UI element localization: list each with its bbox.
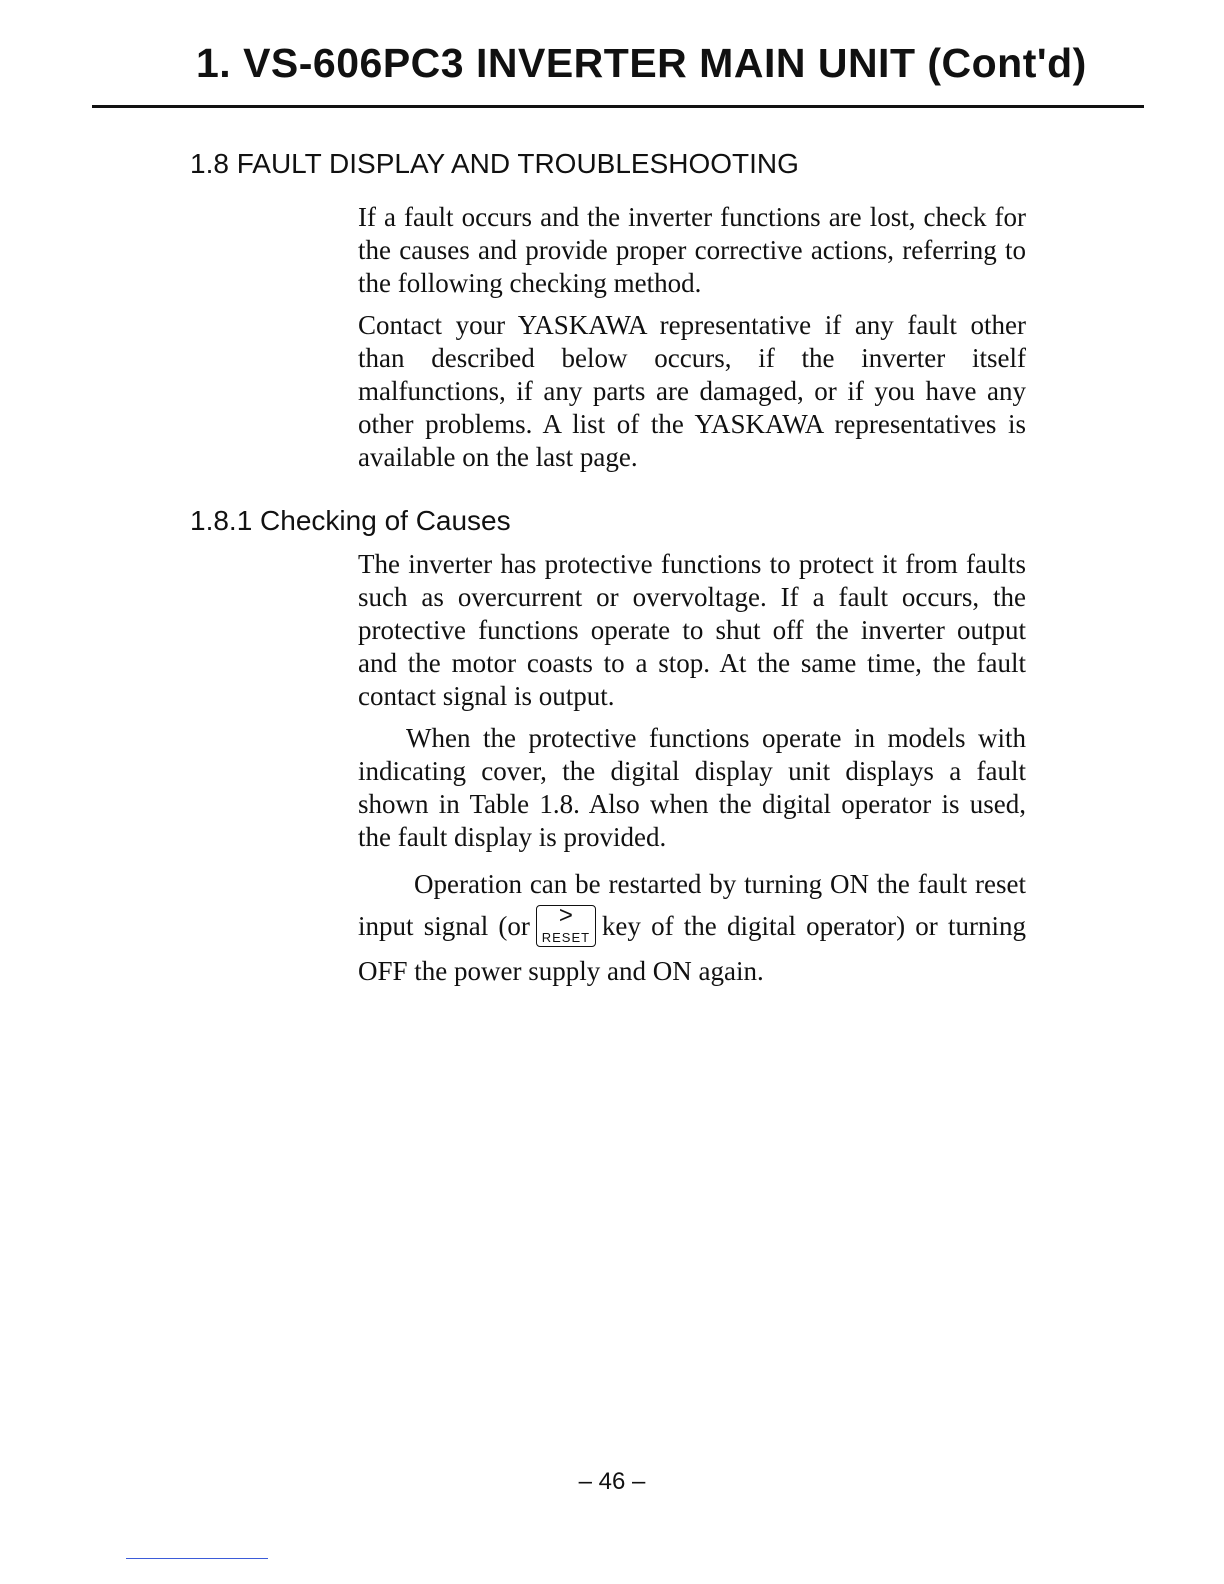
page-title: 1. VS-606PC3 INVERTER MAIN UNIT (Cont'd)	[196, 40, 1087, 86]
restart-paragraph	[358, 863, 1026, 992]
footer-line	[126, 1558, 268, 1559]
section-paragraph-1: If a fault occurs and the inverter functions are lost, check for the causes and provide proper corrective actions, referring to the following checking method.	[358, 202, 1026, 298]
header-divider	[92, 105, 1144, 108]
section-heading: 1.8 FAULT DISPLAY AND TROUBLESHOOTING	[190, 148, 799, 179]
subsection-heading: 1.8.1 Checking of Causes	[190, 505, 511, 536]
reset-key-icon	[536, 901, 596, 947]
subsection-paragraph-2: When the protective functions operate in models with indicating cover, the digital display unit displays a fault shown in Table 1.8. Also when the digital operator is used, the fault display is provided.	[358, 723, 1026, 852]
restart-text-before: Operation can be restarted by turning ON the fault reset input signal (or	[358, 869, 1026, 941]
subsection-paragraph-1: The inverter has protective functions to protect it from faults such as overcurrent or overvoltage. If a fault occurs, the protective functions operate to shut off the inverter output and the motor coasts to a stop. At the same time, the fault contact signal is output.	[358, 549, 1026, 711]
reset-key-arrow: >	[558, 901, 573, 929]
page-number: – 46 –	[578, 1468, 646, 1495]
reset-key-label: RESET	[541, 929, 591, 945]
restart-text-after: key of the digital operator) or turning OFF the power supply and ON again.	[358, 911, 1026, 986]
section-paragraph-2: Contact your YASKAWA representative if any fault other than described below occurs, if the inverter itself malfunctions, if any parts are damaged, or if you have any other problems. A list of the YASKAWA representatives is available on the last page.	[358, 310, 1026, 472]
